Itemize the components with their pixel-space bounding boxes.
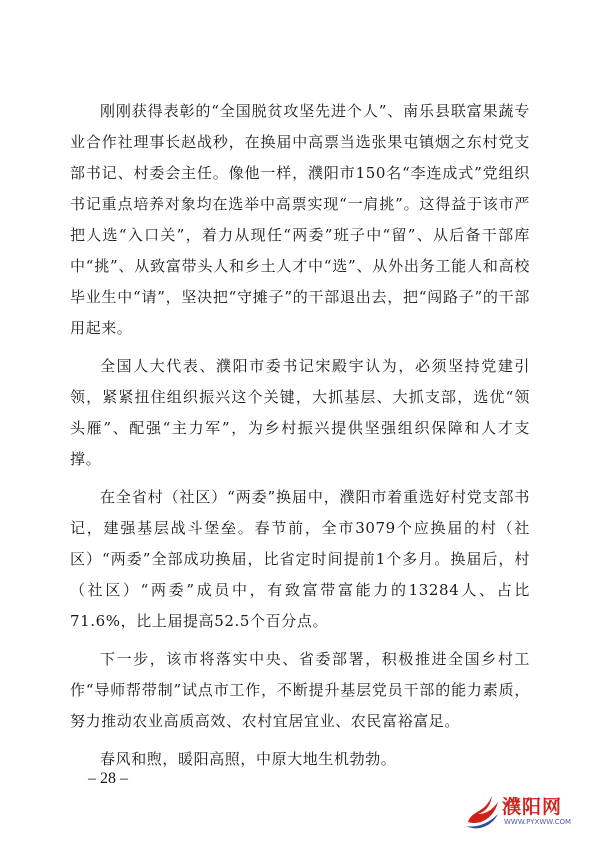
paragraph-5: 春风和煦，暖阳高照，中原大地生机勃勃。: [100, 750, 397, 768]
watermark-site-url: WWW.PYXWW.COM: [504, 818, 572, 826]
flame-swoosh-icon: [462, 788, 502, 830]
document-body: [70, 96, 530, 782]
paragraph-2: 全国人大代表、濮阳市委书记宋殿宇认为，必须坚持党建引领，紧紧扭住组织振兴这个关键，大抓基层、大抓支部，选优“领头雁”、配强“主力军”，为乡村振兴提供坚强组织保障和人才支撑。: [70, 357, 530, 468]
watermark-site-name: 濮阳网: [502, 796, 563, 818]
page-number: – 28 –: [88, 770, 128, 787]
paragraph-1: 刚刚获得表彰的“全国脱贫攻坚先进个人”、南乐县联富果蔬专业合作社理事长赵战秒，在换届中高票当选张果屯镇烟之东村党支部书记、村委会主任。像他一样，濮阳市150名“李连成式”党组织书记重点培养对象均在选举中高票实现“一肩挑”。这得益于该市严把人选“入口关”，着力从现任“两委”班子中“留”、从后备干部库中“挑”、从致富带头人和乡土人才中“选”、从外出务工能人和高校毕业生中“请”，坚决把“守摊子”的干部退出去，把“闯路子”的干部用起来。: [70, 102, 530, 337]
paragraph-3: 在全省村（社区）“两委”换届中，濮阳市着重选好村党支部书记，建强基层战斗堡垒。春节前，全市3079个应换届的村（社区）“两委”全部成功换届，比省定时间提前1个多月。换届后，村（社区）“两委”成员中，有致富带富能力的13284人、占比71.6%，比上届提高52.5个百分点。: [70, 488, 530, 630]
paragraph-4: 下一步，该市将落实中央、省委部署，积极推进全国乡村工作“导师帮带制”试点市工作，不断提升基层党员干部的能力素质，努力推动农业高质高效、农村宜居宜业、农民富裕富足。: [70, 650, 530, 730]
site-watermark: [462, 788, 582, 838]
